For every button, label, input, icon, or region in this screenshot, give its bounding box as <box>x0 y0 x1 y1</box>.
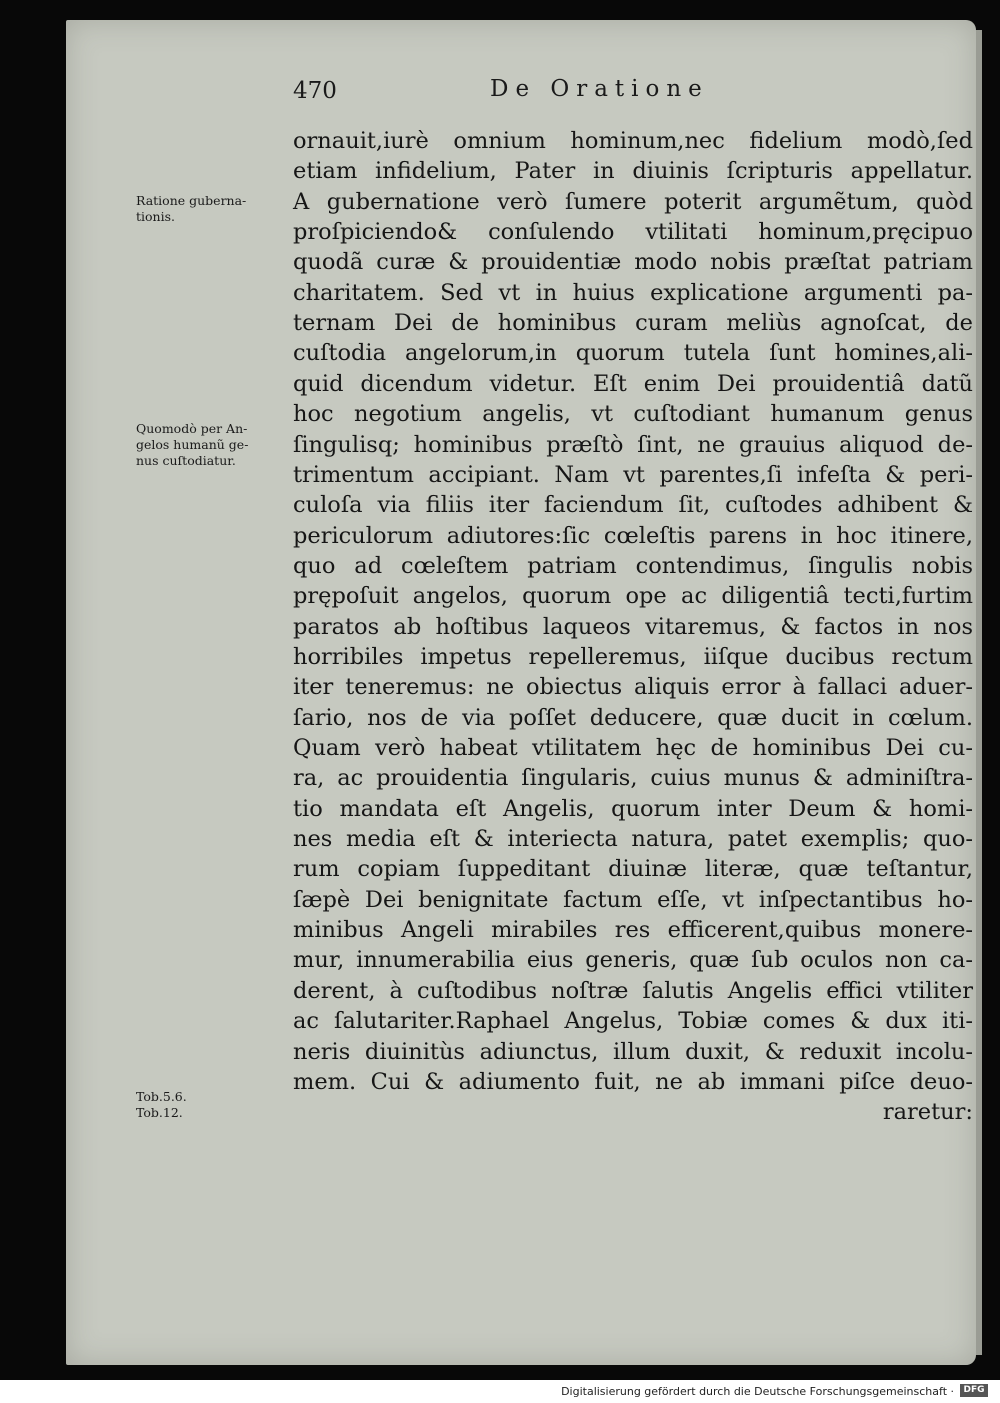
text-line: ternam Dei de hominibus curam meliùs agnoſcat, de <box>293 310 973 337</box>
text-line: trimentum accipiant. Nam vt parentes,ſi infeſta & peri- <box>293 461 973 488</box>
text-line: nes media eſt & interiecta natura, patet exemplis; quo- <box>293 826 973 853</box>
margin-note: nus cuſtodiatur. <box>136 453 236 468</box>
text-line: periculorum adiutores:ſic cœleſtis parens in hoc itinere, <box>293 522 973 549</box>
text-line: mur, innumerabilia eius generis, quæ ſub oculos non ca- <box>293 947 973 974</box>
text-line: ornauit,iurè omnium hominum,nec fidelium modò,ſed <box>293 128 973 154</box>
margin-note: Ratione guberna- <box>136 193 247 208</box>
running-title: De Oratione <box>490 76 709 102</box>
text-line: proſpiciendo& conſulendo vtilitati hominum,pręcipuo <box>293 219 973 246</box>
text-line: etiam infidelium, Pater in diuinis ſcripturis appellatur. <box>293 158 973 185</box>
text-line: A gubernatione verò ſumere poterit argumẽtum, quòd <box>293 188 973 215</box>
footer-credit: Digitalisierung gefördert durch die Deutsche Forschungsgemeinschaft · <box>561 1385 954 1398</box>
text-line: ſingulisq; hominibus præſtò ſint, ne grauius aliquod de- <box>293 431 973 458</box>
text-line: culoſa via filiis iter faciendum ſit, cuſtodes adhibent & <box>293 492 973 519</box>
text-line: quid dicendum videtur. Eſt enim Dei prouidentiâ datũ <box>293 370 973 397</box>
text-line: prępoſuit angelos, quorum ope ac diligentiâ tecti,furtim <box>293 583 973 610</box>
text-line: cuſtodia angelorum,in quorum tutela ſunt homines,ali- <box>293 340 973 367</box>
margin-note: tionis. <box>136 209 175 224</box>
text-line: ac ſalutariter.Raphael Angelus, Tobiæ comes & dux iti- <box>293 1008 973 1035</box>
text-line: rum copiam ſuppeditant diuinæ literæ, quæ teſtantur, <box>293 856 973 883</box>
text-line: ſario, nos de via poſſet deducere, quæ ducit in cœlum. <box>293 704 973 731</box>
dfg-logo: DFG <box>960 1384 988 1397</box>
text-line: neris diuinitùs adiunctus, illum duxit, & reduxit incolu- <box>293 1038 973 1065</box>
text-line: tio mandata eſt Angelis, quorum inter Deum & homi- <box>293 795 973 822</box>
text-line: hoc negotium angelis, vt cuſtodiant humanum genus <box>293 401 973 428</box>
margin-note: Tob.12. <box>136 1105 183 1120</box>
text-line: charitatem. Sed vt in huius explicatione argumenti pa- <box>293 279 973 306</box>
text-line: mem. Cui & adiumento fuit, ne ab immani piſce deuo- <box>293 1068 973 1095</box>
margin-note: gelos humanũ ge- <box>136 437 249 452</box>
text-line: derent, à cuſtodibus noſtræ ſalutis Angelis effici vtiliter <box>293 977 973 1004</box>
text-line: quodã curæ & prouidentiæ modo nobis præſtat patriam <box>293 249 973 276</box>
footer-bar <box>0 1380 1000 1403</box>
text-line: raretur: <box>882 1099 973 1126</box>
text-line: quo ad cœleſtem patriam contendimus, ſingulis nobis <box>293 552 973 579</box>
text-line: iter teneremus: ne obiectus aliquis error à fallaci aduer- <box>293 674 973 701</box>
margin-note: Tob.5.6. <box>136 1089 187 1104</box>
margin-note: Quomodò per An- <box>136 421 248 436</box>
text-line: Quam verò habeat vtilitatem hęc de hominibus Dei cu- <box>293 735 973 761</box>
page-number: 470 <box>293 78 337 104</box>
text-line: paratos ab hoſtibus laqueos vitaremus, & factos in nos <box>293 613 973 640</box>
text-line: ſæpè Dei benignitate factum eſſe, vt inſpectantibus ho- <box>293 886 973 913</box>
text-line: minibus Angeli mirabiles res efficerent,quibus monere- <box>293 917 973 944</box>
text-line: ra, ac prouidentia ſingularis, cuius munus & adminiſtra- <box>293 765 973 792</box>
text-line: horribiles impetus repelleremus, iiſque ducibus rectum <box>293 643 973 670</box>
